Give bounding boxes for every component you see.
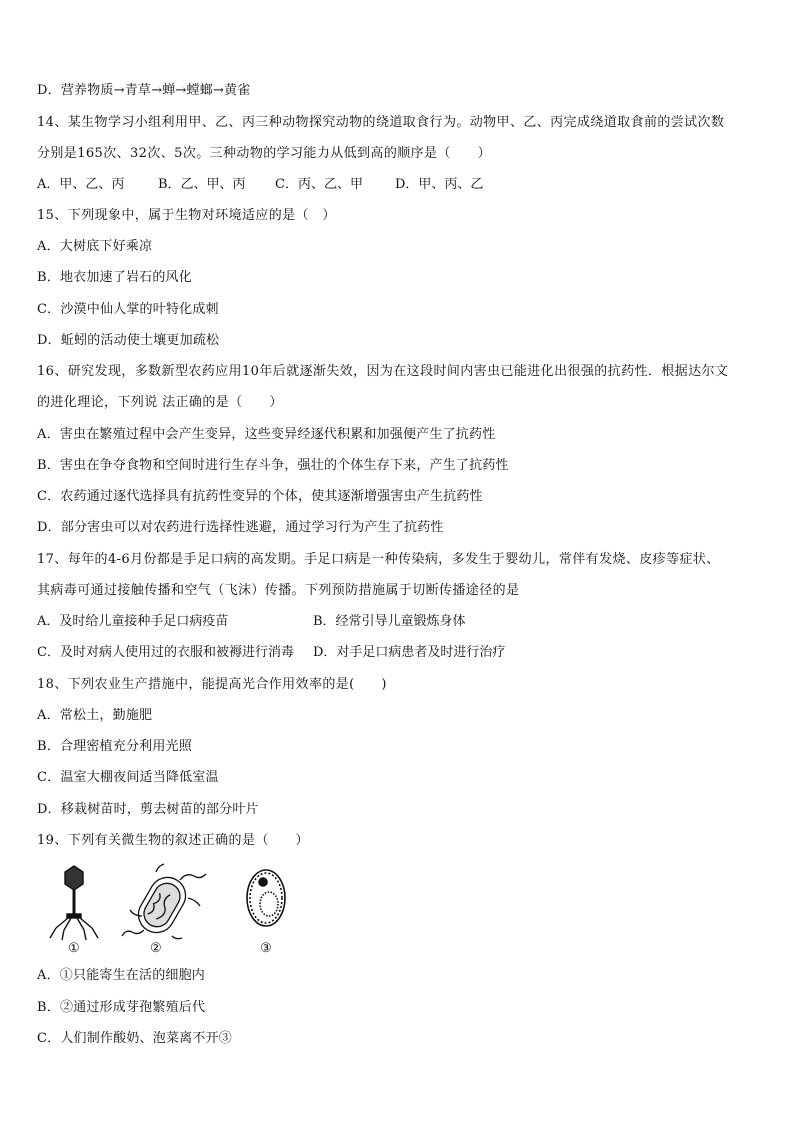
microbes-figure [38,862,298,958]
q14-stem-line-1: 14、某生物学习小组利用甲、乙、丙三种动物探究动物的绕道取食行为。动物甲、乙、丙完成绕道取食前的尝试次数 [37,115,725,130]
q18-option-b: B．合理密植充分利用光照 [37,739,192,754]
q16-stem-line-1: 16、研究发现，多数新型农药应用10年后就逐渐失效，因为在这段时间内害虫已能进化出很强的抗药性．根据达尔文 [37,364,729,379]
q14-option-c: C．丙、乙、甲 [275,177,363,192]
q16-option-c: C．农药通过逐代选择具有抗药性变异的个体，使其逐渐增强害虫产生抗药性 [37,489,483,504]
q19-option-c: C．人们制作酸奶、泡菜离不开③ [37,1031,232,1046]
q17-stem-line-1: 17、每年的4-6月份都是手足口病的高发期。手足口病是一种传染病，多发生于婴幼儿，常伴有发烧、皮疹等症状、 [37,552,720,567]
q16-option-a: A．害虫在繁殖过程中会产生变异，这些变异经逐代积累和加强便产生了抗药性 [37,427,496,442]
q18-option-a: A．常松土，勤施肥 [37,708,153,723]
q15-option-d: D．蚯蚓的活动使土壤更加疏松 [37,333,220,348]
q17-stem-line-2: 其病毒可通过接触传播和空气（飞沫）传播。下列预防措施属于切断传播途径的是 [37,583,520,598]
bacteriophage-drawing [50,866,98,940]
q19-stem: 19、下列有关微生物的叙述正确的是（ ） [37,833,309,848]
q15-option-b: B．地衣加速了岩石的风化 [37,270,192,285]
q19-option-b: B．②通过形成芽孢繁殖后代 [37,1000,206,1015]
q14-option-b: B．乙、甲、丙 [158,177,246,192]
q19-option-a: A．①只能寄生在活的细胞内 [37,968,205,983]
q17-option-d: D．对手足口病患者及时进行治疗 [313,645,506,660]
bacterium-drawing [122,864,206,939]
q14-stem-line-2: 分别是165次、32次、5次。三种动物的学习能力从低到高的顺序是（ ） [37,146,492,161]
q18-option-d: D．移栽树苗时，剪去树苗的部分叶片 [37,802,259,817]
q15-option-c: C．沙漠中仙人掌的叶特化成刺 [37,302,219,317]
q17-option-a: A．及时给儿童接种手足口病疫苗 [37,614,229,629]
q16-option-b: B．害虫在争夺食物和空间时进行生存斗争，强壮的个体生存下来，产生了抗药性 [37,458,509,473]
q13-option-d: D．营养物质→青草→蝉→螳螂→黄雀 [37,83,251,98]
q16-stem-line-2: 的进化理论，下列说 法正确的是（ ） [37,395,283,410]
q14-option-a: A．甲、乙、丙 [37,177,125,192]
q17-option-b: B．经常引导儿童锻炼身体 [313,614,466,629]
q18-stem: 18、下列农业生产措施中，能提高光合作用效率的是( ) [37,677,387,692]
q17-option-c: C．及时对病人使用过的衣服和被褥进行消毒 [37,645,294,660]
figure-label-3: ③ [260,941,272,956]
q15-option-a: A．大树底下好乘凉 [37,239,153,254]
q18-option-c: C．温室大棚夜间适当降低室温 [37,770,219,785]
q14-option-d: D．甲、丙、乙 [395,177,484,192]
figure-label-1: ① [68,941,80,956]
microbe-drawings [38,862,298,942]
figure-label-2: ② [150,941,162,956]
q15-stem: 15、下列现象中，属于生物对环境适应的是（ ） [37,208,336,223]
yeast-drawing [247,870,285,926]
q16-option-d: D．部分害虫可以对农药进行选择性逃避，通过学习行为产生了抗药性 [37,520,444,535]
